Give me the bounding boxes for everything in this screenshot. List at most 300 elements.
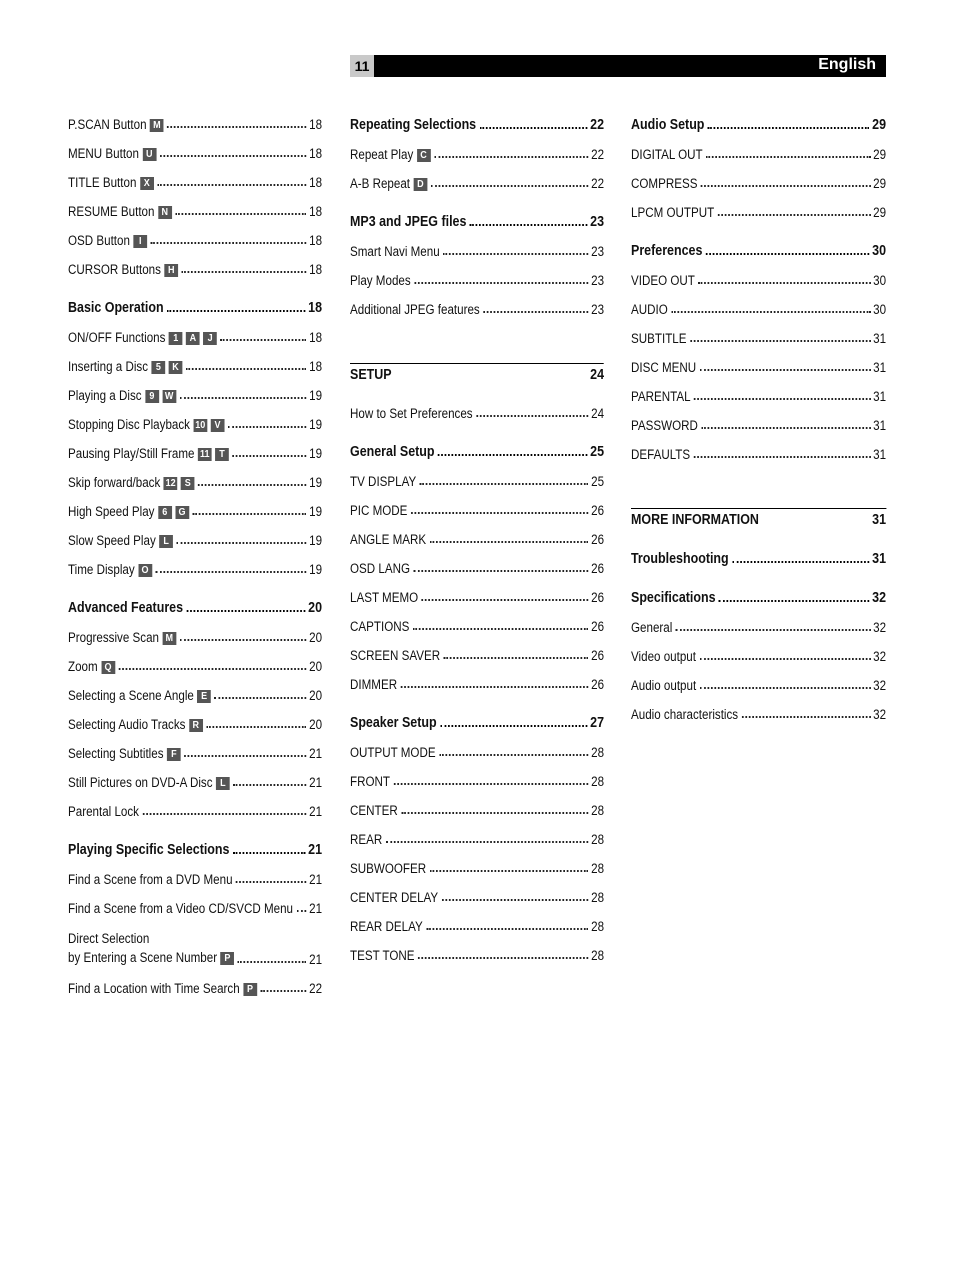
remote-key-badge: X	[140, 177, 154, 190]
entry-label: RESUME Button N	[68, 204, 172, 224]
entry-label: Additional JPEG features	[350, 302, 480, 317]
entry-page-number: 23	[591, 273, 605, 288]
dot-leader	[706, 156, 870, 158]
toc-entry[interactable]	[68, 524, 322, 553]
entry-page-number: 19	[309, 417, 323, 432]
remote-key-badge: T	[215, 448, 229, 461]
entry-label: Stopping Disc Playback 10 V	[68, 417, 224, 437]
entry-page-number: 32	[872, 590, 887, 606]
entry-label: Audio output	[631, 678, 697, 693]
entry-label: OSD LANG	[350, 561, 411, 576]
toc-entry[interactable]	[68, 466, 322, 495]
entry-page-number: 18	[309, 233, 323, 248]
dot-leader	[186, 610, 305, 612]
entry-label: OUTPUT MODE	[350, 745, 436, 760]
dot-leader	[232, 455, 306, 457]
toc-entry[interactable]	[350, 293, 604, 322]
section-title: SETUP	[350, 367, 392, 383]
toc-entry[interactable]	[68, 108, 322, 137]
entry-label: FRONT	[350, 774, 390, 789]
entry-label: PASSWORD	[631, 418, 698, 433]
dot-leader	[694, 398, 871, 400]
dot-leader	[431, 185, 589, 187]
remote-key-badge: 11	[198, 448, 212, 461]
toc-entry[interactable]	[350, 736, 604, 765]
dot-leader	[476, 415, 588, 417]
entry-page-number: 23	[591, 302, 605, 317]
toc-entry[interactable]	[68, 224, 322, 253]
toc-entry[interactable]	[68, 350, 322, 379]
toc-entry[interactable]	[350, 910, 604, 939]
remote-key-badge: 10	[195, 419, 206, 431]
toc-heading[interactable]	[631, 108, 886, 138]
dot-leader	[186, 368, 307, 370]
entry-label: CENTER DELAY	[350, 890, 439, 905]
dot-leader	[439, 754, 589, 756]
remote-key-badge: U	[142, 148, 156, 161]
toc-entry[interactable]	[68, 679, 322, 708]
entry-page-number: 26	[591, 590, 605, 605]
toc-entry[interactable]	[68, 737, 322, 766]
entry-label: Still Pictures on DVD-A Disc L	[68, 775, 230, 795]
toc-entry[interactable]	[350, 823, 604, 852]
toc-entry[interactable]	[631, 669, 886, 698]
dot-leader	[440, 725, 587, 727]
entry-page-number: 20	[309, 659, 323, 674]
toc-entry[interactable]	[350, 235, 604, 264]
toc-entry[interactable]	[68, 379, 322, 408]
toc-entry[interactable]	[68, 921, 322, 972]
entry-page-number: 21	[309, 901, 323, 916]
dot-leader	[155, 571, 306, 573]
entry-label: Selecting Audio Tracks R	[68, 717, 203, 737]
entry-label: Video output	[631, 649, 696, 664]
entry-label: SUBWOOFER	[350, 861, 427, 876]
dot-leader	[418, 957, 589, 959]
dot-leader	[690, 340, 871, 342]
dot-leader	[422, 599, 589, 601]
entry-page-number: 26	[591, 648, 605, 663]
dot-leader	[430, 870, 589, 872]
toc-entry[interactable]	[631, 138, 886, 167]
entry-page-number: 18	[309, 146, 323, 161]
dot-leader	[480, 127, 588, 129]
dot-leader	[470, 224, 588, 226]
toc-heading[interactable]	[350, 205, 604, 235]
entry-page-number: 31	[873, 447, 887, 462]
remote-key-badge: K	[169, 361, 183, 374]
section-heading	[631, 508, 886, 538]
toc-heading[interactable]	[350, 435, 604, 465]
entry-page-number: 26	[591, 677, 605, 692]
dot-leader	[167, 310, 306, 312]
entry-label: REAR DELAY	[350, 919, 423, 934]
toc-entry[interactable]	[631, 196, 886, 225]
toc-entry[interactable]	[631, 264, 886, 293]
toc-entry[interactable]	[631, 611, 886, 640]
entry-label: Skip forward/back 12 S	[68, 475, 195, 495]
dot-leader	[434, 156, 589, 158]
page-number: 11	[350, 55, 374, 77]
dot-leader	[708, 127, 870, 129]
toc-entry[interactable]	[350, 765, 604, 794]
toc-entry[interactable]	[350, 794, 604, 823]
entry-page-number: 21	[309, 804, 323, 819]
dot-leader	[700, 369, 871, 371]
remote-key-badge: W	[162, 390, 176, 403]
toc-entry[interactable]	[631, 438, 886, 467]
entry-page-number: 20	[308, 600, 323, 616]
dot-leader	[443, 253, 588, 255]
toc-entry[interactable]	[68, 408, 322, 437]
entry-label: Advanced Features	[68, 600, 184, 616]
toc-entry[interactable]	[68, 195, 322, 224]
entry-label: CAPTIONS	[350, 619, 410, 634]
entry-label: Audio Setup	[631, 117, 705, 133]
entry-page-number: 22	[309, 981, 323, 996]
entry-label: Direct Selection by Entering a Scene Number P	[68, 929, 234, 972]
toc-entry[interactable]	[68, 166, 322, 195]
remote-key-badge: 9	[145, 390, 159, 403]
entry-label: Preferences	[631, 243, 703, 259]
dot-leader	[719, 600, 870, 602]
entry-page-number: 28	[591, 745, 605, 760]
dot-leader	[182, 271, 307, 273]
remote-key-badge: E	[197, 690, 211, 703]
remote-key-badge: O	[138, 564, 152, 577]
toc-heading[interactable]	[350, 108, 604, 138]
toc-entry[interactable]	[631, 640, 886, 669]
entry-label: Repeating Selections	[350, 117, 477, 133]
remote-key-badge: N	[158, 206, 172, 219]
toc-entry[interactable]	[631, 698, 886, 727]
toc-entry[interactable]	[68, 708, 322, 737]
toc-column-2	[350, 108, 604, 968]
entry-page-number: 19	[309, 562, 323, 577]
toc-entry[interactable]	[68, 437, 322, 466]
dot-leader	[483, 311, 588, 313]
entry-label: Play Modes	[350, 273, 411, 288]
dot-leader	[175, 213, 306, 215]
entry-label: Troubleshooting	[631, 551, 729, 567]
entry-page-number: 26	[591, 561, 605, 576]
remote-key-badge: R	[189, 719, 203, 732]
dot-leader	[386, 841, 589, 843]
toc-entry[interactable]	[350, 939, 604, 968]
toc-entry[interactable]	[631, 322, 886, 351]
toc-entry[interactable]	[631, 351, 886, 380]
dot-leader	[414, 282, 588, 284]
dot-leader	[198, 484, 306, 486]
toc-entry[interactable]	[68, 321, 322, 350]
entry-label: LAST MEMO	[350, 590, 419, 605]
toc-entry[interactable]	[350, 852, 604, 881]
entry-label: DIGITAL OUT	[631, 147, 703, 162]
toc-entry[interactable]	[68, 795, 322, 824]
entry-label: ON/OFF Functions 1 A J	[68, 330, 217, 350]
entry-page-number: 20	[309, 630, 323, 645]
remote-key-badge: 12	[165, 477, 176, 489]
toc-entry[interactable]	[350, 552, 604, 581]
entry-page-number: 21	[308, 842, 323, 858]
dot-leader	[420, 483, 589, 485]
entry-label: VIDEO OUT	[631, 273, 695, 288]
entry-label: TEST TONE	[350, 948, 415, 963]
entry-label: Playing Specific Selections	[68, 842, 230, 858]
entry-page-number: 21	[309, 952, 323, 967]
entry-page-number: 31	[873, 331, 887, 346]
entry-page-number: 18	[309, 330, 323, 345]
header-bar	[350, 55, 886, 77]
dot-leader	[176, 542, 306, 544]
entry-label: Find a Location with Time Search P	[68, 981, 257, 1001]
entry-label: Pausing Play/Still Frame 11 T	[68, 446, 229, 466]
toc-entry[interactable]	[350, 639, 604, 668]
entry-page-number: 20	[309, 688, 323, 703]
entry-label: Slow Speed Play L	[68, 533, 173, 553]
toc-heading[interactable]	[68, 291, 322, 321]
entry-page-number: 26	[591, 532, 605, 547]
toc-entry[interactable]	[350, 668, 604, 697]
entry-label: TV DISPLAY	[350, 474, 417, 489]
entry-page-number: 24	[591, 406, 605, 421]
entry-page-number: 29	[873, 205, 887, 220]
toc-column-3	[631, 108, 886, 727]
toc-heading[interactable]	[68, 833, 322, 863]
dot-leader	[118, 668, 306, 670]
remote-key-badge: M	[162, 632, 176, 645]
entry-page-number: 18	[309, 117, 323, 132]
entry-page-number: 28	[591, 861, 605, 876]
entry-label: Audio characteristics	[631, 707, 739, 722]
dot-leader	[192, 513, 306, 515]
entry-label: AUDIO	[631, 302, 668, 317]
entry-page-number: 25	[591, 474, 605, 489]
dot-leader	[228, 426, 307, 428]
toc-entry[interactable]	[68, 650, 322, 679]
entry-page-number: 18	[309, 204, 323, 219]
entry-page-number: 28	[591, 919, 605, 934]
dot-leader	[401, 686, 589, 688]
entry-label: Repeat Play C	[350, 147, 430, 167]
dot-leader	[701, 185, 871, 187]
toc-entry[interactable]	[68, 972, 322, 1001]
entry-label: Selecting Subtitles F	[68, 746, 181, 766]
entry-label: Find a Scene from a Video CD/SVCD Menu	[68, 901, 293, 916]
entry-page-number: 22	[590, 117, 605, 133]
remote-key-badge: P	[221, 952, 235, 965]
entry-label: Parental Lock	[68, 804, 140, 819]
dot-leader	[180, 639, 307, 641]
entry-page-number: 22	[591, 147, 605, 162]
entry-page-number: 30	[873, 273, 887, 288]
dot-leader	[151, 242, 307, 244]
entry-page-number: 32	[873, 707, 887, 722]
dot-leader	[233, 852, 306, 854]
entry-page-number: 19	[309, 388, 323, 403]
entry-label: DISC MENU	[631, 360, 697, 375]
entry-label: General	[631, 620, 673, 635]
remote-key-badge: 1	[169, 332, 183, 345]
toc-entry[interactable]	[350, 494, 604, 523]
dot-leader	[157, 184, 306, 186]
remote-key-badge: Q	[101, 661, 115, 674]
entry-page-number: 30	[872, 243, 887, 259]
entry-label: PIC MODE	[350, 503, 408, 518]
dot-leader	[260, 990, 306, 992]
toc-entry[interactable]	[350, 465, 604, 494]
toc-entry[interactable]	[350, 167, 604, 196]
section-page: 24	[590, 367, 605, 383]
section-heading	[350, 363, 604, 393]
dot-leader	[215, 697, 307, 699]
dot-leader	[426, 928, 588, 930]
entry-page-number: 28	[591, 774, 605, 789]
section-title: MORE INFORMATION	[631, 512, 759, 528]
dot-leader	[411, 512, 589, 514]
entry-page-number: 19	[309, 446, 323, 461]
toc-entry[interactable]	[350, 138, 604, 167]
remote-key-badge: D	[413, 178, 427, 191]
toc-entry[interactable]	[350, 397, 604, 426]
entry-label: Smart Navi Menu	[350, 244, 440, 259]
dot-leader	[430, 541, 589, 543]
entry-label: DEFAULTS	[631, 447, 691, 462]
entry-label: High Speed Play 6 G	[68, 504, 189, 524]
remote-key-badge: S	[181, 477, 195, 490]
entry-page-number: 25	[590, 444, 605, 460]
entry-page-number: 21	[309, 775, 323, 790]
entry-label: MENU Button U	[68, 146, 156, 166]
entry-label: CENTER	[350, 803, 398, 818]
entry-page-number: 31	[872, 551, 887, 567]
dot-leader	[442, 899, 589, 901]
toc-heading[interactable]	[68, 591, 322, 621]
remote-key-badge: G	[175, 506, 189, 519]
entry-label: Find a Scene from a DVD Menu	[68, 872, 233, 887]
toc-entry[interactable]	[68, 553, 322, 582]
entry-label: CURSOR Buttons H	[68, 262, 178, 282]
entry-page-number: 26	[591, 503, 605, 518]
entry-label: OSD Button I	[68, 233, 147, 253]
entry-label: MP3 and JPEG files	[350, 214, 467, 230]
entry-page-number: 19	[309, 533, 323, 548]
dot-leader	[233, 784, 306, 786]
dot-leader	[671, 311, 870, 313]
remote-key-badge: L	[216, 777, 230, 790]
toc-heading[interactable]	[631, 234, 886, 264]
entry-page-number: 21	[309, 746, 323, 761]
entry-page-number: 27	[590, 715, 605, 731]
toc-heading[interactable]	[350, 706, 604, 736]
toc-heading[interactable]	[631, 581, 886, 611]
entry-page-number: 32	[873, 649, 887, 664]
entry-label: P.SCAN Button M	[68, 117, 164, 137]
toc-entry[interactable]	[350, 581, 604, 610]
entry-page-number: 30	[873, 302, 887, 317]
remote-key-badge: V	[211, 419, 225, 432]
entry-label: Inserting a Disc 5 K	[68, 359, 182, 379]
toc-entry[interactable]	[631, 380, 886, 409]
entry-label: Basic Operation	[68, 300, 164, 316]
entry-page-number: 21	[309, 872, 323, 887]
dot-leader	[701, 427, 870, 429]
remote-key-badge: F	[167, 748, 181, 761]
toc-entry[interactable]	[631, 167, 886, 196]
entry-label: LPCM OUTPUT	[631, 205, 715, 220]
toc-entry[interactable]	[350, 264, 604, 293]
entry-page-number: 29	[873, 147, 887, 162]
entry-page-number: 18	[309, 175, 323, 190]
remote-key-badge: J	[203, 332, 217, 345]
dot-leader	[732, 561, 869, 563]
remote-key-badge: H	[164, 264, 178, 277]
entry-page-number: 22	[591, 176, 605, 191]
dot-leader	[220, 339, 306, 341]
entry-label: Playing a Disc 9 W	[68, 388, 176, 408]
entry-page-number: 31	[873, 418, 887, 433]
toc-entry[interactable]	[68, 766, 322, 795]
toc-entry[interactable]	[68, 863, 322, 892]
dot-leader	[206, 726, 306, 728]
dot-leader	[698, 282, 870, 284]
toc-entry[interactable]	[68, 137, 322, 166]
entry-page-number: 23	[591, 244, 605, 259]
entry-label: Specifications	[631, 590, 716, 606]
toc-entry[interactable]	[68, 892, 322, 921]
dot-leader	[238, 961, 307, 963]
dot-leader	[444, 657, 589, 659]
toc-entry[interactable]	[631, 409, 886, 438]
remote-key-badge: L	[159, 535, 173, 548]
entry-page-number: 19	[309, 504, 323, 519]
entry-page-number: 18	[309, 262, 323, 277]
dot-leader	[179, 397, 306, 399]
entry-page-number: 26	[591, 619, 605, 634]
remote-key-badge: C	[417, 149, 431, 162]
entry-label: General Setup	[350, 444, 435, 460]
toc-entry[interactable]	[631, 293, 886, 322]
entry-label: TITLE Button X	[68, 175, 154, 195]
toc-entry[interactable]	[68, 621, 322, 650]
dot-leader	[236, 881, 307, 883]
dot-leader	[160, 155, 307, 157]
dot-leader	[142, 813, 306, 815]
entry-page-number: 31	[873, 389, 887, 404]
entry-label: How to Set Preferences	[350, 406, 473, 421]
dot-leader	[393, 783, 588, 785]
entry-label: PARENTAL	[631, 389, 691, 404]
remote-key-badge: M	[150, 119, 164, 132]
toc-entry[interactable]	[68, 495, 322, 524]
entry-label: Progressive Scan M	[68, 630, 176, 650]
entry-page-number: 32	[873, 620, 887, 635]
entry-page-number: 29	[872, 117, 887, 133]
dot-leader	[742, 716, 871, 718]
dot-leader	[401, 812, 588, 814]
toc-entry[interactable]	[350, 523, 604, 552]
dot-leader	[438, 454, 588, 456]
dot-leader	[699, 658, 870, 660]
dot-leader	[413, 570, 588, 572]
dot-leader	[694, 456, 871, 458]
toc-entry[interactable]	[68, 253, 322, 282]
toc-entry[interactable]	[350, 881, 604, 910]
toc-entry[interactable]	[350, 610, 604, 639]
dot-leader	[676, 629, 871, 631]
toc-heading[interactable]	[631, 542, 886, 572]
entry-label: SUBTITLE	[631, 331, 687, 346]
